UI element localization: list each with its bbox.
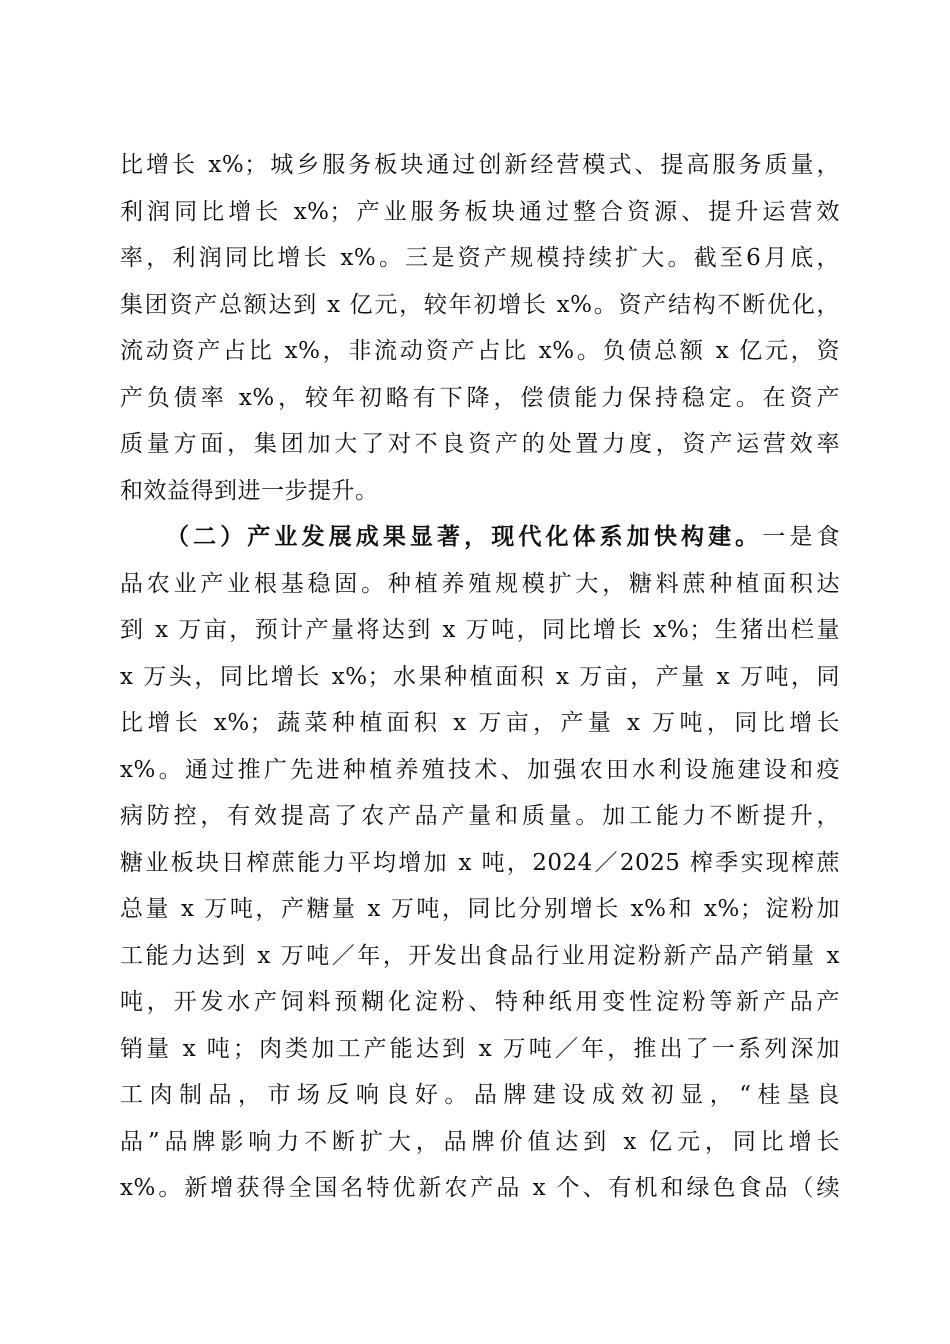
text-line: 病防控，有效提高了农产品产量和质量。加工能力不断提升， (120, 803, 840, 829)
text-line: x%。通过推广先进种植养殖技术、加强农田水利设施建设和疫 (120, 756, 840, 783)
text-line: 销量 x 吨；肉类加工产能达到 x 万吨／年，推出了一系列深加 (120, 1035, 840, 1062)
text-line: x%。新增获得全国名特优新农产品 x 个、有机和绿色食品（续 (120, 1175, 840, 1201)
text-line: 总量 x 万吨，产糖量 x 万吨，同比分别增长 x%和 x%；淀粉加 (120, 896, 840, 922)
text-line: 工肉制品，市场反响良好。品牌建设成效初显，“桂垦良 (120, 1082, 840, 1108)
section-heading: （二）产业发展成果显著，现代化体系加快构建。 (166, 523, 763, 550)
text-line: 和效益得到进一步提升。 (120, 477, 379, 504)
text-line: 率，利润同比增长 x%。三是资产规模持续扩大。截至6月底， (120, 245, 840, 271)
text-line: 质量方面，集团加大了对不良资产的处置力度，资产运营效率 (120, 431, 840, 457)
body-text (120, 142, 840, 1212)
text-line: 比增长 x%；蔬菜种植面积 x 万亩，产量 x 万吨，同比增长 (120, 710, 840, 736)
text-line: 比增长 x%；城乡服务板块通过创新经营模式、提高服务质量， (120, 152, 840, 178)
text-line: 利润同比增长 x%；产业服务板块通过整合资源、提升运营效 (120, 198, 840, 225)
section-heading-line (120, 514, 840, 561)
text-line: 集团资产总额达到 x 亿元，较年初增长 x%。资产结构不断优化， (120, 291, 840, 318)
text-line: 到 x 万亩，预计产量将达到 x 万吨，同比增长 x%；生猪出栏量 (120, 617, 840, 643)
text-line: 品农业产业根基稳固。种植养殖规模扩大，糖料蔗种植面积达 (120, 570, 840, 597)
text-line: 品”品牌影响力不断扩大，品牌价值达到 x 亿元，同比增长 (120, 1128, 840, 1155)
text-line: 产负债率 x%，较年初略有下降，偿债能力保持稳定。在资产 (120, 384, 840, 411)
text-line: 工能力达到 x 万吨／年，开发出食品行业用淀粉新产品产销量 x (120, 942, 840, 969)
text-line: 糖业板块日榨蔗能力平均增加 x 吨，2024／2025 榨季实现榨蔗 (120, 849, 840, 876)
text-line: 流动资产占比 x%，非流动资产占比 x%。负债总额 x 亿元，资 (120, 338, 840, 364)
text-line: x 万头，同比增长 x%；水果种植面积 x 万亩，产量 x 万吨，同 (120, 663, 840, 690)
text-fragment: 一是食 (762, 524, 840, 550)
text-line: 吨，开发水产饲料预糊化淀粉、特种纸用变性淀粉等新产品产 (120, 989, 840, 1015)
